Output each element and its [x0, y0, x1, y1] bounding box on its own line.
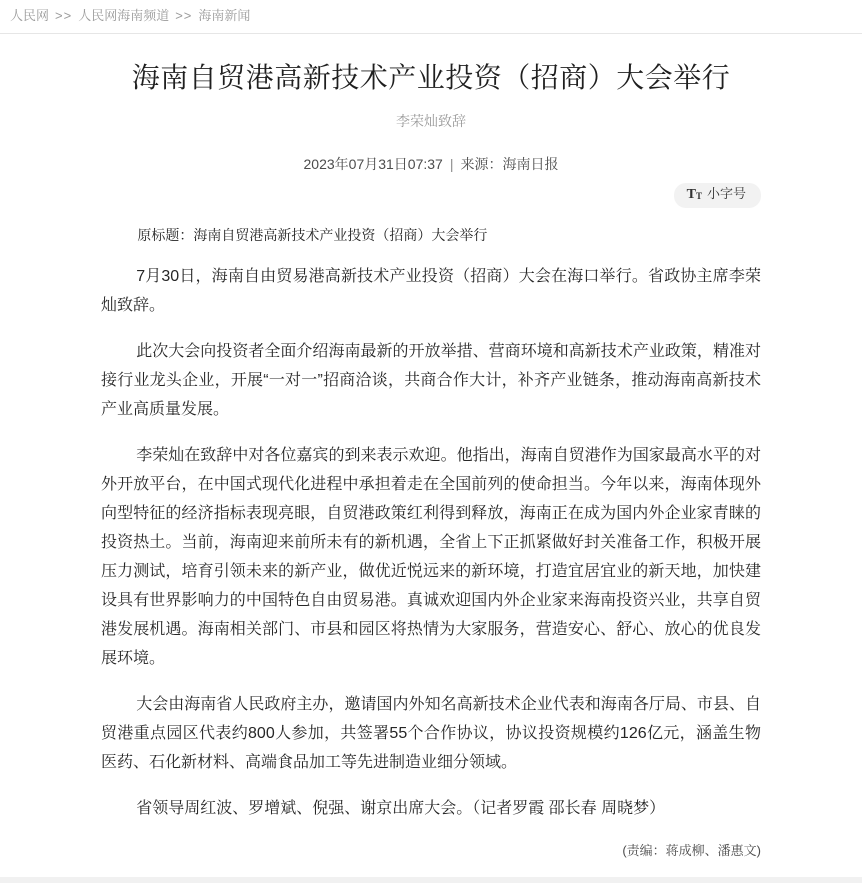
source-link[interactable]: 海南日报 [502, 156, 559, 172]
original-title: 原标题：海南自贸港高新技术产业投资（招商）大会举行 [137, 227, 488, 243]
breadcrumb-separator: >> [175, 8, 193, 23]
footer-divider [0, 877, 862, 883]
breadcrumb-link-hainan-news[interactable]: 海南新闻 [198, 8, 251, 23]
article-container [101, 34, 761, 883]
breadcrumb-link-people-net[interactable]: 人民网 [10, 8, 50, 23]
editor-note: (责编：蒋成柳、潘惠文) [622, 843, 761, 858]
breadcrumb [0, 0, 862, 34]
article-meta [101, 154, 761, 174]
paragraph: 此次大会向投资者全面介绍海南最新的开放举措、营商环境和高新技术产业政策，精准对接行业龙头企业，开展“一对一”招商洽谈，共商合作大计，补齐产业链条，推动海南高新技术产业高质量发展。 [101, 343, 761, 418]
paragraph: 大会由海南省人民政府主办，邀请国内外知名高新技术企业代表和海南各厅局、市县、自贸港重点园区代表约800人参加，共签署55个合作协议，协议投资规模约126亿元，涵盖生物医药、石化新材料、高端食品加工等先进制造业细分领域。 [101, 696, 761, 771]
article-title: 海南自贸港高新技术产业投资（招商）大会举行 [131, 62, 731, 93]
breadcrumb-separator: >> [55, 8, 73, 23]
paragraph: 7月30日，海南自由贸易港高新技术产业投资（招商）大会在海口举行。省政协主席李荣灿致辞。 [101, 268, 761, 314]
source-label: 来源： [460, 156, 503, 172]
article-toolbar [101, 183, 761, 208]
font-size-icon: T [686, 187, 696, 202]
font-size-toggle-button[interactable] [674, 183, 761, 208]
paragraph: 省领导周红波、罗增斌、倪强、谢京出席大会。（记者罗霞 邵长春 周晓梦） [136, 800, 666, 817]
article-body [101, 224, 761, 883]
breadcrumb-link-hainan-channel[interactable]: 人民网海南频道 [78, 8, 170, 23]
meta-separator: | [449, 156, 454, 172]
publish-datetime: 2023年07月31日07:37 [303, 156, 443, 172]
font-size-toggle-label: 小字号 [706, 186, 746, 201]
font-size-icon-small: T [695, 191, 702, 201]
article-subtitle: 李荣灿致辞 [396, 113, 466, 129]
paragraph: 李荣灿在致辞中对各位嘉宾的到来表示欢迎。他指出，海南自贸港作为国家最高水平的对外开放平台，在中国式现代化进程中承担着走在全国前列的使命担当。今年以来，海南体现外向型特征的经济指标表现亮眼，自贸港政策红利得到释放，海南正在成为国内外企业家青睐的投资热土。当前，海南迎来前所未有的新机遇，全省上下正抓紧做好封关准备工作，积极开展压力测试，培育引领未来的新产业，做优近悦远来的新环境，打造宜居宜业的新天地，加快建设具有世界影响力的中国特色自由贸易港。真诚欢迎国内外企业家来海南投资兴业，共享自贸港发展机遇。海南相关部门、市县和园区将热情为大家服务，营造安心、舒心、放心的优良发展环境。 [101, 447, 761, 667]
